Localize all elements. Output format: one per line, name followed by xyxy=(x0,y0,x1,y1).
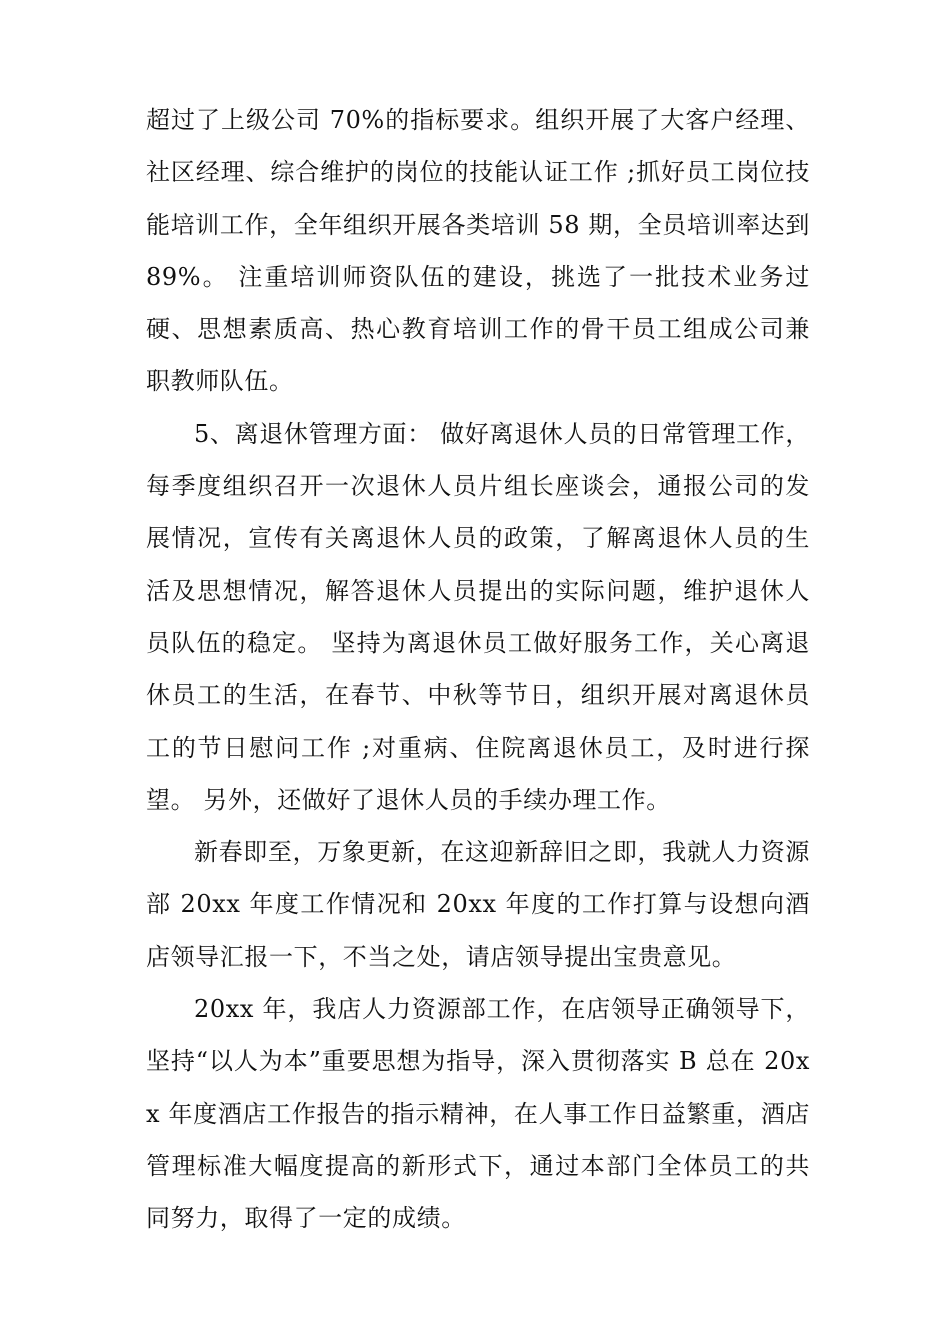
paragraph-retiree-management: 5、离退休管理方面： 做好离退休人员的日常管理工作，每季度组织召开一次退休人员片组长座谈会，通报公司的发展情况，宣传有关离退休人员的政策，了解离退休人员的生活及思想情况，解答退休人员提出的实际问题，维护退休人员队伍的稳定。 坚持为离退休员工做好服务工作，关心离退休员工的生活，在春节、中秋等节日，组织开展对离退休员工的节日慰问工作 ;对重病、住院离退休员工，及时进行探望。 另外，还做好了退休人员的手续办理工作。 xyxy=(146,419,810,814)
paragraph-new-year-report-intro: 新春即至，万象更新，在这迎新辞旧之即，我就人力资源部 20xx 年度工作情况和 20xx 年度的工作打算与设想向酒店领导汇报一下，不当之处，请店领导提出宝贵意见。 xyxy=(146,838,810,971)
paragraph-training-results: 超过了上级公司 70%的指标要求。组织开展了大客户经理、社区经理、综合维护的岗位的技能认证工作 ;抓好员工岗位技能培训工作，全年组织开展各类培训 58 期，全员培训率达到 89%。 注重培训师资队伍的建设，挑选了一批技术业务过硬、思想素质高、热心教育培训工作的骨干员工组成公司兼职教师队伍。 xyxy=(146,106,810,396)
document-body xyxy=(146,94,810,1245)
paragraph-hr-department-summary: 20xx 年，我店人力资源部工作，在店领导正确领导下，坚持“以人为本”重要思想为指导，深入贯彻落实 B 总在 20xx 年度酒店工作报告的指示精神，在人事工作日益繁重，酒店管理标准大幅度提高的新形式下，通过本部门全体员工的共同努力，取得了一定的成绩。 xyxy=(146,995,810,1233)
